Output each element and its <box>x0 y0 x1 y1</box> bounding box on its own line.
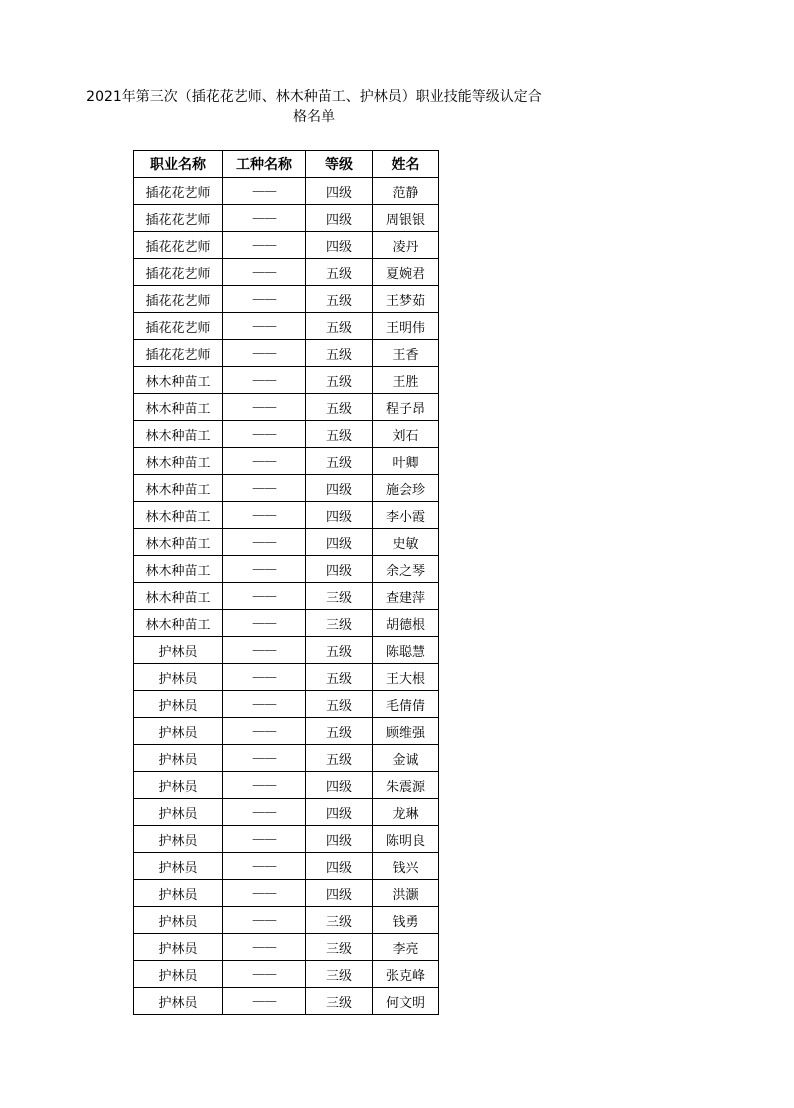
header-row <box>134 151 439 178</box>
cell-occupation: 林木种苗工 <box>134 556 223 583</box>
cell-occupation: 林木种苗工 <box>134 583 223 610</box>
cell-job-type: —— <box>223 934 306 961</box>
cell-level: 五级 <box>306 745 373 772</box>
cell-occupation: 插花花艺师 <box>134 178 223 205</box>
cell-level: 三级 <box>306 961 373 988</box>
cell-occupation: 林木种苗工 <box>134 421 223 448</box>
cell-level: 五级 <box>306 394 373 421</box>
cell-name: 朱震源 <box>373 772 439 799</box>
cell-level: 四级 <box>306 529 373 556</box>
cell-level: 四级 <box>306 502 373 529</box>
cell-occupation: 护林员 <box>134 826 223 853</box>
cell-level: 五级 <box>306 664 373 691</box>
cell-occupation: 护林员 <box>134 853 223 880</box>
cell-level: 三级 <box>306 934 373 961</box>
cell-job-type: —— <box>223 610 306 637</box>
table-row <box>134 718 439 745</box>
cell-occupation: 护林员 <box>134 799 223 826</box>
cell-name: 李小霞 <box>373 502 439 529</box>
cell-job-type: —— <box>223 232 306 259</box>
cell-job-type: —— <box>223 880 306 907</box>
table-row <box>134 880 439 907</box>
cell-job-type: —— <box>223 367 306 394</box>
cell-occupation: 护林员 <box>134 961 223 988</box>
cell-name: 张克峰 <box>373 961 439 988</box>
document-title-line-2: 格名单 <box>293 109 335 125</box>
cell-job-type: —— <box>223 421 306 448</box>
cell-name: 王香 <box>373 340 439 367</box>
cell-occupation: 护林员 <box>134 907 223 934</box>
cell-occupation: 护林员 <box>134 718 223 745</box>
table-row <box>134 799 439 826</box>
table-row <box>134 502 439 529</box>
table-row <box>134 826 439 853</box>
cell-name: 陈聪慧 <box>373 637 439 664</box>
cell-occupation: 林木种苗工 <box>134 529 223 556</box>
cell-name: 叶卿 <box>373 448 439 475</box>
table-row <box>134 529 439 556</box>
cell-name: 王胜 <box>373 367 439 394</box>
cell-job-type: —— <box>223 259 306 286</box>
cell-level: 四级 <box>306 205 373 232</box>
table-row <box>134 178 439 205</box>
cell-name: 王梦茹 <box>373 286 439 313</box>
cell-name: 洪灏 <box>373 880 439 907</box>
table-row <box>134 448 439 475</box>
cell-level: 五级 <box>306 718 373 745</box>
cell-level: 四级 <box>306 475 373 502</box>
table-row <box>134 421 439 448</box>
table-row <box>134 772 439 799</box>
cell-name: 顾维强 <box>373 718 439 745</box>
cell-level: 三级 <box>306 907 373 934</box>
header-level: 等级 <box>306 151 373 178</box>
cell-occupation: 护林员 <box>134 664 223 691</box>
cell-job-type: —— <box>223 799 306 826</box>
cell-job-type: —— <box>223 853 306 880</box>
cell-occupation: 护林员 <box>134 934 223 961</box>
cell-job-type: —— <box>223 448 306 475</box>
cell-occupation: 护林员 <box>134 745 223 772</box>
cell-name: 余之琴 <box>373 556 439 583</box>
cell-name: 钱勇 <box>373 907 439 934</box>
table-row <box>134 637 439 664</box>
table-row <box>134 961 439 988</box>
cell-name: 周银银 <box>373 205 439 232</box>
cell-occupation: 护林员 <box>134 691 223 718</box>
cell-level: 四级 <box>306 232 373 259</box>
cell-level: 五级 <box>306 313 373 340</box>
cell-name: 程子昂 <box>373 394 439 421</box>
cell-occupation: 护林员 <box>134 772 223 799</box>
cell-job-type: —— <box>223 556 306 583</box>
cell-occupation: 林木种苗工 <box>134 394 223 421</box>
cell-job-type: —— <box>223 826 306 853</box>
cell-job-type: —— <box>223 286 306 313</box>
cell-name: 施会珍 <box>373 475 439 502</box>
cell-level: 五级 <box>306 421 373 448</box>
cell-level: 五级 <box>306 691 373 718</box>
cell-name: 毛倩倩 <box>373 691 439 718</box>
cell-name: 何文明 <box>373 988 439 1015</box>
table-row <box>134 367 439 394</box>
cell-level: 五级 <box>306 340 373 367</box>
cell-level: 四级 <box>306 799 373 826</box>
cell-level: 四级 <box>306 178 373 205</box>
cell-name: 龙琳 <box>373 799 439 826</box>
table-row <box>134 907 439 934</box>
cell-level: 五级 <box>306 367 373 394</box>
cell-occupation: 林木种苗工 <box>134 502 223 529</box>
cell-name: 王大根 <box>373 664 439 691</box>
cell-job-type: —— <box>223 178 306 205</box>
cell-job-type: —— <box>223 475 306 502</box>
table-row <box>134 988 439 1015</box>
document-title-line-1: 2021年第三次（插花花艺师、林木种苗工、护林员）职业技能等级认定合 <box>86 89 542 105</box>
table-row <box>134 556 439 583</box>
table-row <box>134 340 439 367</box>
cell-name: 陈明良 <box>373 826 439 853</box>
cell-job-type: —— <box>223 502 306 529</box>
cell-name: 李亮 <box>373 934 439 961</box>
cell-level: 五级 <box>306 286 373 313</box>
cell-job-type: —— <box>223 718 306 745</box>
cell-occupation: 护林员 <box>134 637 223 664</box>
header-name: 姓名 <box>373 151 439 178</box>
cell-level: 四级 <box>306 853 373 880</box>
cell-level: 四级 <box>306 772 373 799</box>
cell-level: 四级 <box>306 826 373 853</box>
cell-name: 王明伟 <box>373 313 439 340</box>
cell-occupation: 插花花艺师 <box>134 205 223 232</box>
cell-name: 史敏 <box>373 529 439 556</box>
cell-occupation: 插花花艺师 <box>134 313 223 340</box>
table-row <box>134 232 439 259</box>
cell-name: 查建萍 <box>373 583 439 610</box>
cell-name: 金诚 <box>373 745 439 772</box>
cell-occupation: 插花花艺师 <box>134 232 223 259</box>
table-row <box>134 745 439 772</box>
cell-level: 三级 <box>306 988 373 1015</box>
cell-occupation: 插花花艺师 <box>134 259 223 286</box>
cell-level: 三级 <box>306 583 373 610</box>
cell-occupation: 林木种苗工 <box>134 610 223 637</box>
qualified-list-table <box>133 150 439 1015</box>
cell-level: 四级 <box>306 556 373 583</box>
table-row <box>134 610 439 637</box>
table-row <box>134 934 439 961</box>
header-job-type: 工种名称 <box>223 151 306 178</box>
cell-occupation: 插花花艺师 <box>134 340 223 367</box>
cell-name: 范静 <box>373 178 439 205</box>
cell-level: 三级 <box>306 610 373 637</box>
cell-job-type: —— <box>223 583 306 610</box>
cell-job-type: —— <box>223 637 306 664</box>
cell-occupation: 护林员 <box>134 880 223 907</box>
table-row <box>134 691 439 718</box>
cell-job-type: —— <box>223 529 306 556</box>
cell-job-type: —— <box>223 394 306 421</box>
cell-level: 五级 <box>306 637 373 664</box>
cell-job-type: —— <box>223 691 306 718</box>
cell-level: 五级 <box>306 448 373 475</box>
cell-job-type: —— <box>223 745 306 772</box>
cell-occupation: 林木种苗工 <box>134 367 223 394</box>
table-row <box>134 205 439 232</box>
cell-level: 四级 <box>306 880 373 907</box>
table-row <box>134 853 439 880</box>
cell-job-type: —— <box>223 772 306 799</box>
cell-job-type: —— <box>223 664 306 691</box>
cell-job-type: —— <box>223 961 306 988</box>
cell-occupation: 护林员 <box>134 988 223 1015</box>
cell-name: 胡德根 <box>373 610 439 637</box>
cell-occupation: 林木种苗工 <box>134 475 223 502</box>
cell-job-type: —— <box>223 205 306 232</box>
cell-occupation: 插花花艺师 <box>134 286 223 313</box>
cell-job-type: —— <box>223 907 306 934</box>
cell-name: 凌丹 <box>373 232 439 259</box>
table-row <box>134 259 439 286</box>
header-occupation: 职业名称 <box>134 151 223 178</box>
table-row <box>134 313 439 340</box>
table-row <box>134 583 439 610</box>
cell-job-type: —— <box>223 313 306 340</box>
cell-name: 夏婉君 <box>373 259 439 286</box>
cell-level: 五级 <box>306 259 373 286</box>
cell-job-type: —— <box>223 340 306 367</box>
table-row <box>134 664 439 691</box>
cell-occupation: 林木种苗工 <box>134 448 223 475</box>
table-row <box>134 394 439 421</box>
document-title <box>60 87 568 127</box>
table-header <box>134 151 439 178</box>
table-body <box>134 178 439 1015</box>
table-row <box>134 475 439 502</box>
cell-name: 钱兴 <box>373 853 439 880</box>
cell-job-type: —— <box>223 988 306 1015</box>
cell-name: 刘石 <box>373 421 439 448</box>
table-row <box>134 286 439 313</box>
